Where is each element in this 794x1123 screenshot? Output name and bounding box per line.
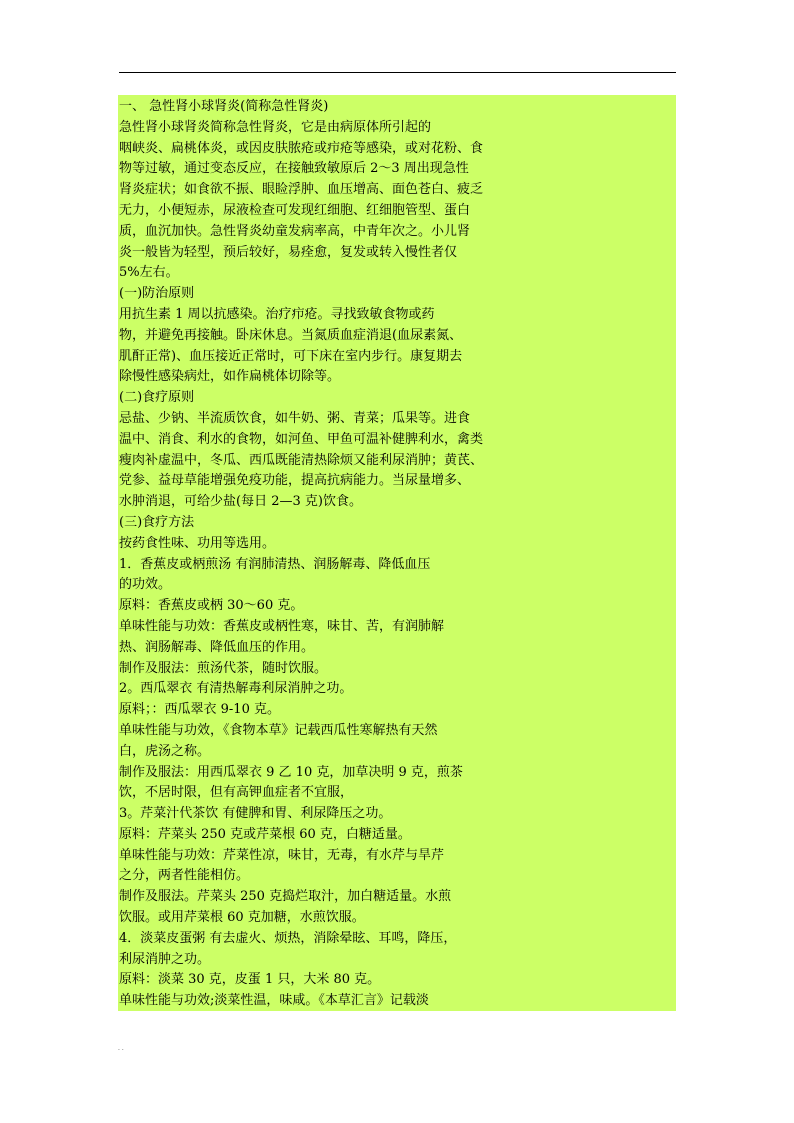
text-line: 单味性能与功效：芹菜性凉，味甘，无毒，有水芹与旱芹 — [119, 847, 445, 863]
text-line: (二)食疗原则 — [119, 390, 195, 406]
text-line: 党参、益母草能增强免疫功能，提高抗病能力。当尿量增多、 — [119, 473, 471, 489]
text-line: 水肿消退，可给少盐(每日 2—3 克)饮食。 — [119, 494, 362, 510]
text-line: 用抗生素 1 周以抗感染。治疗疖疮。寻找致敏食物或药 — [119, 306, 435, 322]
text-line: 物等过敏，通过变态反应，在接触致敏原后 2～3 周出现急性 — [119, 161, 469, 177]
text-line: 单味性能与功效：香蕉皮或柄性寒，味甘、苦，有润肺解 — [119, 618, 445, 634]
text-line: 1．香蕉皮或柄煎汤 有润肺清热、润肠解毒、降低血压 — [119, 556, 431, 572]
text-line: 肾炎症状；如食欲不振、眼睑浮肿、血压增高、面色苍白、疲乏 — [119, 182, 484, 198]
text-line: 饮，不居时限，但有高钾血症者不宜服， — [119, 785, 354, 801]
text-line: 之分，两者性能相仿。 — [119, 868, 250, 884]
footer-mark: . . — [118, 1045, 124, 1052]
text-line: 原料：芹菜头 250 克或芹菜根 60 克，白糖适量。 — [119, 826, 411, 842]
text-line: 单味性能与功效;淡菜性温，味咸。《本草汇言》记载淡 — [119, 993, 429, 1009]
text-line: 原料：淡菜 30 克，皮蛋 1 只，大米 80 克。 — [119, 972, 381, 988]
text-line: 温中、消食、利水的食物，如河鱼、甲鱼可温补健脾利水，禽类 — [119, 431, 484, 447]
text-line: 物，并避免再接触。卧床休息。当氮质血症消退(血尿素氮、 — [119, 327, 463, 343]
text-line: 饮服。或用芹菜根 60 克加糖，水煎饮服。 — [119, 910, 365, 926]
text-line: 按药食性味、功用等选用。 — [119, 535, 276, 551]
text-line: 白，虎汤之称。 — [119, 743, 211, 759]
text-line: (三)食疗方法 — [119, 514, 195, 530]
text-line: 咽峡炎、扁桃体炎，或因皮肤脓疮或疖疮等感染，或对花粉、食 — [119, 140, 484, 156]
header-rule — [119, 72, 676, 73]
text-line: 热、润肠解毒、降低血压的作用。 — [119, 639, 315, 655]
text-line: 制作及服法：用西瓜翠衣 9 乙 10 克，加草决明 9 克，煎茶 — [119, 764, 463, 780]
text-line: 无力，小便短赤，尿液检查可发现红细胞、红细胞管型、蛋白 — [119, 202, 471, 218]
text-line: 利尿消肿之功。 — [119, 951, 211, 967]
text-line: 一、 急性肾小球肾炎(简称急性肾炎) — [119, 99, 329, 114]
text-line: (一)防治原则 — [119, 286, 195, 302]
text-line: 忌盐、少钠、半流质饮食，如牛奶、粥、青菜；瓜果等。进食 — [119, 410, 471, 426]
text-line: 单味性能与功效，《食物本草》记载西瓜性寒解热有天然 — [119, 722, 438, 738]
text-line: 肌酐正常)、血压接近正常时，可下床在室内步行。康复期去 — [119, 348, 463, 364]
text-line: 原料：香蕉皮或柄 30～60 克。 — [119, 598, 304, 614]
text-line: 制作及服法。芹菜头 250 克捣烂取汁，加白糖适量。水煎 — [119, 889, 452, 905]
text-line: 急性肾小球肾炎简称急性肾炎，它是由病原体所引起的 — [119, 119, 432, 135]
text-line: 的功效。 — [119, 577, 172, 593]
highlighted-text-block — [118, 95, 676, 1011]
text-line: 瘦肉补虚温中，冬瓜、西瓜既能清热除烦又能利尿消肿；黄芪、 — [119, 452, 484, 468]
text-line: 5%左右。 — [119, 265, 179, 281]
text-line: 2。西瓜翠衣 有清热解毒利尿消肿之功。 — [119, 681, 353, 697]
text-line: 3。芹菜汁代茶饮 有健脾和胃、利尿降压之功。 — [119, 806, 392, 822]
text-line: 炎一般皆为轻型，预后较好，易痊愈，复发或转入慢性者仅 — [119, 244, 458, 260]
text-line: 4．淡菜皮蛋粥 有去虚火、烦热，消除晕眩、耳鸣，降压， — [119, 930, 457, 946]
text-line: 除慢性感染病灶，如作扁桃体切除等。 — [119, 369, 341, 385]
text-line: 原料；：西瓜翠衣 9-10 克。 — [119, 702, 280, 718]
text-line: 质，血沉加快。急性肾炎幼童发病率高，中青年次之。小儿肾 — [119, 223, 471, 239]
text-line: 制作及服法：煎汤代茶，随时饮服。 — [119, 660, 328, 676]
